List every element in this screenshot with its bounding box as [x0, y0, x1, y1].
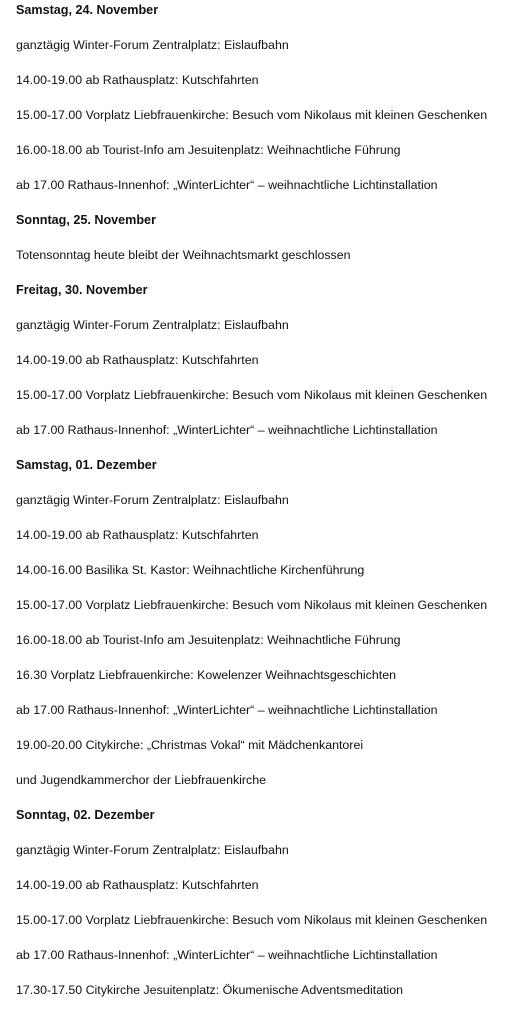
event-line: 14.00-19.00 ab Rathausplatz: Kutschfahrten [16, 353, 259, 367]
event-line: ganztägig Winter-Forum Zentralplatz: Eislaufbahn [16, 38, 289, 52]
event-line: 15.00-17.00 Vorplatz Liebfrauenkirche: Besuch vom Nikolaus mit kleinen Geschenken [16, 598, 488, 612]
day-heading: Sonntag, 25. November [16, 213, 156, 227]
event-line: ganztägig Winter-Forum Zentralplatz: Eislaufbahn [16, 318, 289, 332]
event-line: Totensonntag heute bleibt der Weihnachtsmarkt geschlossen [16, 248, 351, 262]
event-line: 19.00-20.00 Citykirche: „Christmas Vokal“ mit Mädchenkantorei [16, 738, 364, 752]
event-line: 16.00-18.00 ab Tourist-Info am Jesuitenplatz: Weihnachtliche Führung [16, 143, 401, 157]
event-line: 15.00-17.00 Vorplatz Liebfrauenkirche: Besuch vom Nikolaus mit kleinen Geschenken [16, 108, 488, 122]
day-heading: Freitag, 30. November [16, 283, 148, 297]
event-line: 14.00-19.00 ab Rathausplatz: Kutschfahrten [16, 528, 259, 542]
event-line: 17.30-17.50 Citykirche Jesuitenplatz: Ökumenische Adventsmeditation [16, 983, 404, 997]
event-line: ab 17.00 Rathaus-Innenhof: „WinterLichter“ – weihnachtliche Lichtinstallation [16, 703, 438, 717]
event-line: 15.00-17.00 Vorplatz Liebfrauenkirche: Besuch vom Nikolaus mit kleinen Geschenken [16, 388, 488, 402]
event-schedule [16, 0, 528, 1015]
event-line: ab 17.00 Rathaus-Innenhof: „WinterLichter“ – weihnachtliche Lichtinstallation [16, 948, 438, 962]
event-line: 14.00-19.00 ab Rathausplatz: Kutschfahrten [16, 73, 259, 87]
event-line: ganztägig Winter-Forum Zentralplatz: Eislaufbahn [16, 493, 289, 507]
event-line: 15.00-17.00 Vorplatz Liebfrauenkirche: Besuch vom Nikolaus mit kleinen Geschenken [16, 913, 488, 927]
event-line: 16.30 Vorplatz Liebfrauenkirche: Kowelenzer Weihnachtsgeschichten [16, 668, 396, 682]
event-line: ab 17.00 Rathaus-Innenhof: „WinterLichter“ – weihnachtliche Lichtinstallation [16, 423, 438, 437]
day-heading: Sonntag, 02. Dezember [16, 808, 155, 822]
event-line: 14.00-19.00 ab Rathausplatz: Kutschfahrten [16, 878, 259, 892]
day-heading: Samstag, 01. Dezember [16, 458, 157, 472]
event-line: 16.00-18.00 ab Tourist-Info am Jesuitenplatz: Weihnachtliche Führung [16, 633, 401, 647]
event-line: 14.00-16.00 Basilika St. Kastor: Weihnachtliche Kirchenführung [16, 563, 365, 577]
event-line: ab 17.00 Rathaus-Innenhof: „WinterLichter“ – weihnachtliche Lichtinstallation [16, 178, 438, 192]
day-heading: Samstag, 24. November [16, 3, 159, 17]
event-line: ganztägig Winter-Forum Zentralplatz: Eislaufbahn [16, 843, 289, 857]
event-line: und Jugendkammerchor der Liebfrauenkirche [16, 773, 267, 787]
